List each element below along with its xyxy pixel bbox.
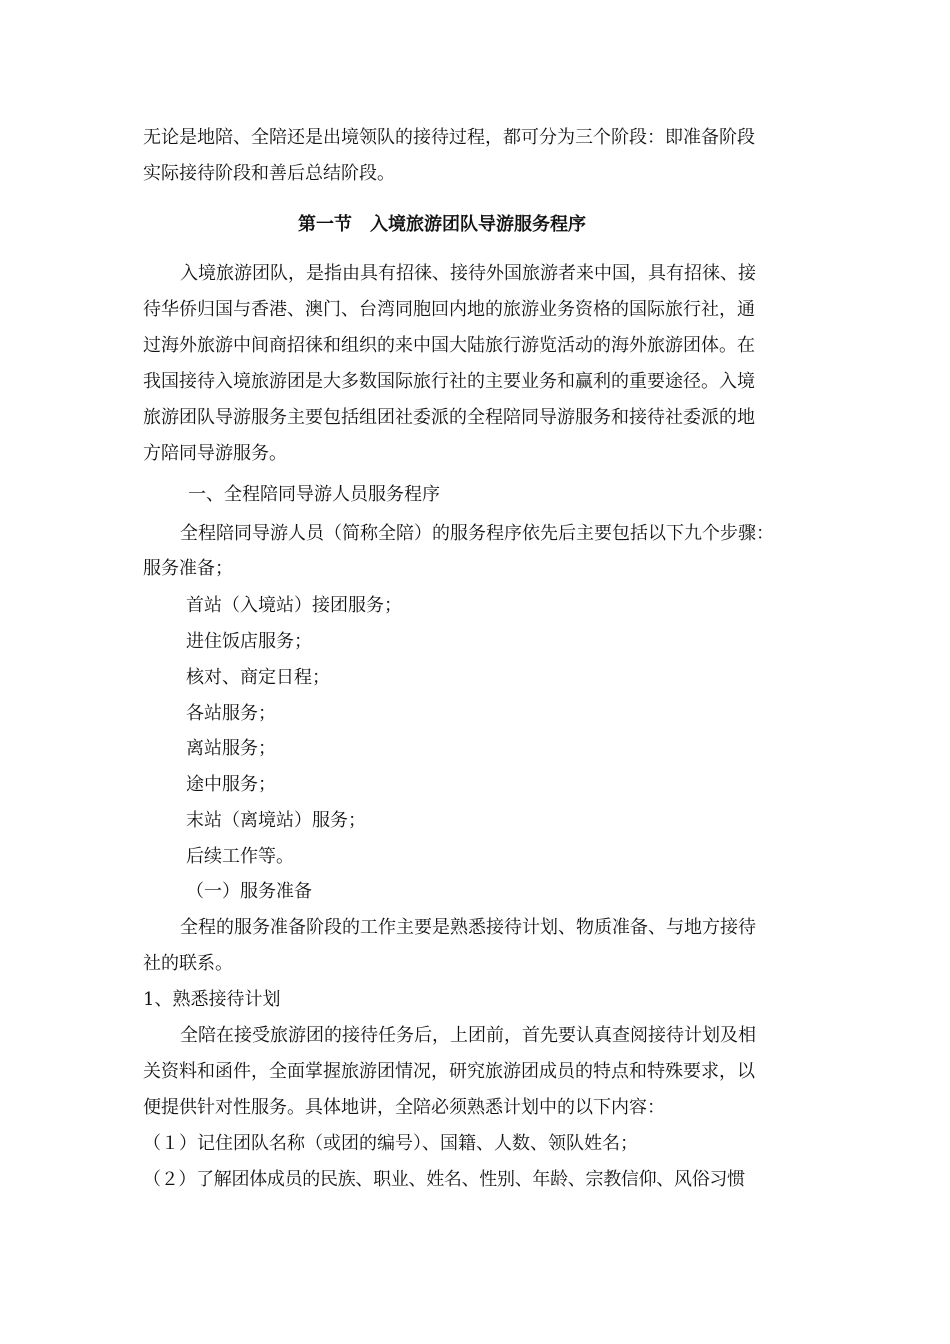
paragraph-line: 旅游团队导游服务主要包括组团社委派的全程陪同导游服务和接待社委派的地 — [143, 407, 755, 428]
paragraph-line: 全陪在接受旅游团的接待任务后，上团前，首先要认真查阅接待计划及相 — [180, 1025, 756, 1046]
paragraph-line: 全程的服务准备阶段的工作主要是熟悉接待计划、物质准备、与地方接待 — [180, 917, 756, 938]
paragraph-line: 全程陪同导游人员（简称全陪）的服务程序依先后主要包括以下九个步骤： — [180, 523, 774, 544]
step-item: 后续工作等。 — [186, 846, 294, 867]
paragraph-line: 社的联系。 — [143, 953, 233, 974]
paragraph-line: 入境旅游团队，是指由具有招徕、接待外国旅游者来中国，具有招徕、接 — [180, 263, 756, 284]
subheading-preparation: （一）服务准备 — [186, 881, 312, 902]
paragraph-line: 便提供针对性服务。具体地讲，全陪必须熟悉计划中的以下内容： — [143, 1097, 665, 1118]
paragraph-line: 待华侨归国与香港、澳门、台湾同胞回内地的旅游业务资格的国际旅行社，通 — [143, 299, 755, 320]
step-item: 途中服务； — [186, 774, 276, 795]
paragraph-line: 关资料和函件，全面掌握旅游团情况，研究旅游团成员的特点和特殊要求，以 — [143, 1061, 755, 1082]
subheading-plan: 1、熟悉接待计划 — [143, 989, 281, 1010]
numbered-item: （２）了解团体成员的民族、职业、姓名、性别、年龄、宗教信仰、风俗习惯 — [143, 1169, 745, 1190]
section-heading: 第一节 入境旅游团队导游服务程序 — [298, 214, 586, 235]
paragraph-line: 服务准备； — [143, 558, 233, 579]
paragraph-line: 我国接待入境旅游团是大多数国际旅行社的主要业务和赢利的重要途径。入境 — [143, 371, 755, 392]
step-item: 各站服务； — [186, 703, 276, 724]
numbered-item: （１）记住团队名称（或团的编号）、国籍、人数、领队姓名； — [143, 1133, 638, 1154]
step-item: 离站服务； — [186, 738, 276, 759]
paragraph-line: 过海外旅游中间商招徕和组织的来中国大陆旅行游览活动的海外旅游团体。在 — [143, 335, 755, 356]
step-item: 进住饭店服务； — [186, 631, 312, 652]
step-item: 核对、商定日程； — [186, 667, 330, 688]
intro-line-1: 无论是地陪、全陪还是出境领队的接待过程，都可分为三个阶段：即准备阶段 — [143, 127, 755, 148]
intro-line-2: 实际接待阶段和善后总结阶段。 — [143, 163, 395, 184]
step-item: 首站（入境站）接团服务； — [186, 595, 402, 616]
subheading-full-guide: 一、全程陪同导游人员服务程序 — [188, 484, 440, 505]
paragraph-line: 方陪同导游服务。 — [143, 443, 287, 464]
step-item: 末站（离境站）服务； — [186, 810, 366, 831]
